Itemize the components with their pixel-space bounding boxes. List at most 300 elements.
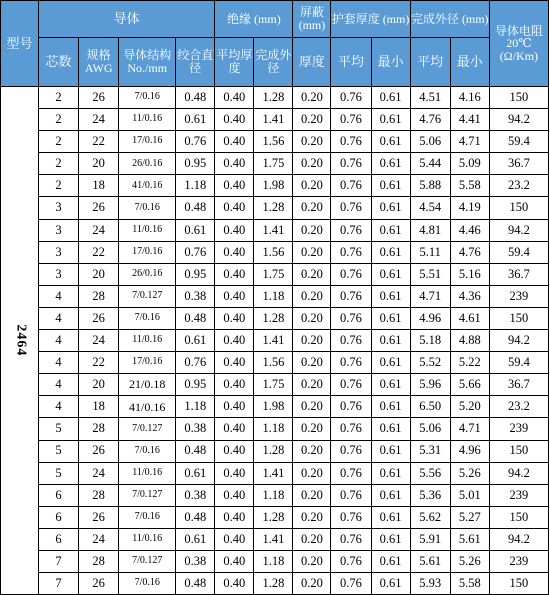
cell-od-avg: 5.11	[410, 241, 450, 263]
cell-jacket-avg: 0.76	[331, 352, 371, 374]
cell-insulation-od: 1.75	[254, 374, 293, 396]
cell-cores: 3	[39, 241, 79, 263]
table-row	[1, 219, 549, 241]
cell-shield-thickness: 0.20	[293, 506, 331, 528]
cell-awg: 26	[79, 440, 119, 462]
header-awg: 规格 AWG	[79, 38, 119, 87]
cell-insulation-avg: 0.40	[215, 263, 254, 285]
table-header	[1, 1, 549, 87]
cell-cores: 5	[39, 440, 79, 462]
table-body	[1, 87, 549, 595]
cell-structure: 7/0.16	[119, 307, 176, 329]
cell-shield-thickness: 0.20	[293, 175, 331, 197]
cell-structure: 7/0.127	[119, 418, 176, 440]
cell-insulation-avg: 0.40	[215, 241, 254, 263]
cell-jacket-avg: 0.76	[331, 175, 371, 197]
cell-insulation-od: 1.98	[254, 175, 293, 197]
cell-cores: 4	[39, 285, 79, 307]
header-insulation-avg: 平均厚度	[215, 38, 254, 87]
cell-resistance: 23.2	[489, 396, 548, 418]
cell-resistance: 94.2	[489, 219, 548, 241]
cell-insulation-od: 1.28	[254, 573, 293, 595]
cell-od-min: 5.01	[450, 484, 489, 506]
cell-od-min: 5.58	[450, 573, 489, 595]
cell-od-avg: 5.52	[410, 352, 450, 374]
cell-cores: 7	[39, 573, 79, 595]
cell-awg: 20	[79, 153, 119, 175]
cell-insulation-avg: 0.40	[215, 330, 254, 352]
cell-od-min: 4.41	[450, 109, 489, 131]
cell-resistance: 23.2	[489, 175, 548, 197]
cell-structure: 7/0.127	[119, 550, 176, 572]
cell-insulation-avg: 0.40	[215, 506, 254, 528]
header-shield: 屏蔽 (mm)	[293, 1, 331, 38]
cell-resistance: 239	[489, 484, 548, 506]
cell-od-avg: 5.62	[410, 506, 450, 528]
cell-od-avg: 4.54	[410, 197, 450, 219]
cell-cores: 6	[39, 528, 79, 550]
cell-jacket-min: 0.61	[371, 440, 410, 462]
cell-strand-diameter: 0.48	[176, 197, 215, 219]
cell-shield-thickness: 0.20	[293, 440, 331, 462]
cell-jacket-avg: 0.76	[331, 153, 371, 175]
cell-insulation-od: 1.41	[254, 219, 293, 241]
cell-cores: 4	[39, 396, 79, 418]
cell-insulation-avg: 0.40	[215, 440, 254, 462]
cell-jacket-avg: 0.76	[331, 506, 371, 528]
cell-od-min: 5.16	[450, 263, 489, 285]
cell-structure: 11/0.16	[119, 330, 176, 352]
cell-cores: 4	[39, 307, 79, 329]
cell-od-min: 5.22	[450, 352, 489, 374]
cell-jacket-min: 0.61	[371, 285, 410, 307]
cell-structure: 7/0.16	[119, 197, 176, 219]
cell-cores: 3	[39, 197, 79, 219]
cell-strand-diameter: 0.76	[176, 241, 215, 263]
cell-strand-diameter: 0.95	[176, 153, 215, 175]
cell-cores: 2	[39, 131, 79, 153]
cell-insulation-od: 1.75	[254, 153, 293, 175]
cell-structure: 11/0.16	[119, 219, 176, 241]
cell-cores: 2	[39, 153, 79, 175]
table-row	[1, 528, 549, 550]
cell-jacket-avg: 0.76	[331, 462, 371, 484]
cell-od-avg: 4.76	[410, 109, 450, 131]
header-od-avg: 平均	[410, 38, 450, 87]
cell-awg: 24	[79, 462, 119, 484]
cell-insulation-avg: 0.40	[215, 418, 254, 440]
cell-jacket-min: 0.61	[371, 307, 410, 329]
cell-shield-thickness: 0.20	[293, 241, 331, 263]
cell-awg: 20	[79, 263, 119, 285]
cell-od-avg: 5.61	[410, 550, 450, 572]
cell-jacket-min: 0.61	[371, 418, 410, 440]
cell-jacket-avg: 0.76	[331, 263, 371, 285]
cell-insulation-avg: 0.40	[215, 197, 254, 219]
header-jacket-avg: 平均	[331, 38, 371, 87]
cell-jacket-min: 0.61	[371, 352, 410, 374]
cell-strand-diameter: 0.61	[176, 462, 215, 484]
header-cores: 芯数	[39, 38, 79, 87]
cell-cores: 4	[39, 330, 79, 352]
cell-awg: 18	[79, 175, 119, 197]
cell-awg: 26	[79, 307, 119, 329]
cell-od-avg: 4.96	[410, 307, 450, 329]
cell-strand-diameter: 0.38	[176, 484, 215, 506]
cell-od-min: 4.88	[450, 330, 489, 352]
table-row	[1, 550, 549, 572]
cell-shield-thickness: 0.20	[293, 87, 331, 109]
cell-awg: 18	[79, 396, 119, 418]
table-row	[1, 263, 549, 285]
cell-cores: 4	[39, 352, 79, 374]
cell-od-min: 4.61	[450, 307, 489, 329]
cell-jacket-min: 0.61	[371, 87, 410, 109]
cell-od-min: 5.09	[450, 153, 489, 175]
cell-cores: 3	[39, 219, 79, 241]
cell-strand-diameter: 0.61	[176, 109, 215, 131]
cell-jacket-min: 0.61	[371, 263, 410, 285]
cell-insulation-od: 1.75	[254, 263, 293, 285]
cell-cores: 6	[39, 484, 79, 506]
cell-insulation-od: 1.28	[254, 307, 293, 329]
cell-shield-thickness: 0.20	[293, 197, 331, 219]
cell-jacket-avg: 0.76	[331, 330, 371, 352]
cell-strand-diameter: 0.61	[176, 528, 215, 550]
cell-jacket-avg: 0.76	[331, 197, 371, 219]
cell-structure: 7/0.16	[119, 87, 176, 109]
cell-resistance: 239	[489, 418, 548, 440]
cell-od-avg: 5.56	[410, 462, 450, 484]
cell-resistance: 150	[489, 440, 548, 462]
cell-jacket-min: 0.61	[371, 462, 410, 484]
header-conductor: 导体	[39, 1, 215, 38]
cell-insulation-od: 1.28	[254, 506, 293, 528]
cell-insulation-od: 1.18	[254, 550, 293, 572]
cell-jacket-min: 0.61	[371, 506, 410, 528]
cell-shield-thickness: 0.20	[293, 219, 331, 241]
cell-jacket-avg: 0.76	[331, 484, 371, 506]
cell-awg: 28	[79, 550, 119, 572]
cell-resistance: 150	[489, 506, 548, 528]
cell-insulation-avg: 0.40	[215, 131, 254, 153]
cell-resistance: 94.2	[489, 330, 548, 352]
cell-jacket-min: 0.61	[371, 153, 410, 175]
cell-cores: 4	[39, 374, 79, 396]
table-row	[1, 374, 549, 396]
cell-shield-thickness: 0.20	[293, 528, 331, 550]
cell-structure: 7/0.16	[119, 440, 176, 462]
cell-strand-diameter: 0.76	[176, 352, 215, 374]
cell-resistance: 36.7	[489, 263, 548, 285]
cell-resistance: 94.2	[489, 109, 548, 131]
table-row	[1, 109, 549, 131]
cell-awg: 26	[79, 197, 119, 219]
cell-jacket-avg: 0.76	[331, 396, 371, 418]
cell-jacket-min: 0.61	[371, 573, 410, 595]
cell-resistance: 59.4	[489, 352, 548, 374]
cell-od-avg: 5.96	[410, 374, 450, 396]
table-row	[1, 352, 549, 374]
cell-od-min: 5.20	[450, 396, 489, 418]
cell-od-avg: 5.93	[410, 573, 450, 595]
cell-awg: 22	[79, 352, 119, 374]
header-finished-od: 完成外径 (mm)	[410, 1, 489, 38]
cell-od-avg: 4.71	[410, 285, 450, 307]
cell-shield-thickness: 0.20	[293, 307, 331, 329]
cell-strand-diameter: 0.38	[176, 418, 215, 440]
cell-strand-diameter: 0.95	[176, 374, 215, 396]
table-row	[1, 330, 549, 352]
cell-od-min: 5.27	[450, 506, 489, 528]
cell-cores: 3	[39, 263, 79, 285]
cell-jacket-min: 0.61	[371, 528, 410, 550]
cell-structure: 7/0.127	[119, 484, 176, 506]
cell-resistance: 239	[489, 550, 548, 572]
model-number: 2464	[12, 324, 28, 357]
cell-strand-diameter: 0.48	[176, 440, 215, 462]
header-structure: 导体结构 No./mm	[119, 38, 176, 87]
cell-strand-diameter: 0.38	[176, 550, 215, 572]
cell-insulation-avg: 0.40	[215, 87, 254, 109]
cell-od-avg: 5.88	[410, 175, 450, 197]
cell-jacket-min: 0.61	[371, 219, 410, 241]
cell-insulation-od: 1.28	[254, 440, 293, 462]
header-insulation: 绝缘 (mm)	[215, 1, 293, 38]
cell-cores: 5	[39, 462, 79, 484]
header-jacket-thickness: 护套厚度 (mm)	[331, 1, 410, 38]
cell-awg: 28	[79, 285, 119, 307]
cell-jacket-min: 0.61	[371, 175, 410, 197]
cell-insulation-avg: 0.40	[215, 396, 254, 418]
cell-shield-thickness: 0.20	[293, 153, 331, 175]
cell-od-min: 4.71	[450, 418, 489, 440]
cell-insulation-od: 1.41	[254, 109, 293, 131]
cell-resistance: 94.2	[489, 462, 548, 484]
cell-od-avg: 5.06	[410, 418, 450, 440]
cell-od-avg: 5.91	[410, 528, 450, 550]
cell-resistance: 36.7	[489, 153, 548, 175]
cell-resistance: 150	[489, 573, 548, 595]
cell-insulation-avg: 0.40	[215, 219, 254, 241]
model-cell	[1, 87, 39, 595]
header-insulation-od: 完成外径	[254, 38, 293, 87]
cell-awg: 24	[79, 528, 119, 550]
cell-od-avg: 5.51	[410, 263, 450, 285]
cell-structure: 21/0.18	[119, 374, 176, 396]
cell-shield-thickness: 0.20	[293, 109, 331, 131]
cell-od-avg: 5.18	[410, 330, 450, 352]
header-model: 型号	[1, 1, 39, 87]
cell-jacket-min: 0.61	[371, 241, 410, 263]
cell-shield-thickness: 0.20	[293, 462, 331, 484]
cell-od-avg: 5.31	[410, 440, 450, 462]
cell-insulation-od: 1.56	[254, 241, 293, 263]
cell-jacket-avg: 0.76	[331, 109, 371, 131]
table-row	[1, 396, 549, 418]
cell-resistance: 150	[489, 197, 548, 219]
cell-jacket-min: 0.61	[371, 374, 410, 396]
cell-resistance: 36.7	[489, 374, 548, 396]
cell-shield-thickness: 0.20	[293, 263, 331, 285]
cell-jacket-avg: 0.76	[331, 573, 371, 595]
cell-shield-thickness: 0.20	[293, 285, 331, 307]
cell-structure: 7/0.16	[119, 506, 176, 528]
cell-resistance: 59.4	[489, 131, 548, 153]
table-row	[1, 87, 549, 109]
cell-jacket-min: 0.61	[371, 396, 410, 418]
cell-strand-diameter: 0.95	[176, 263, 215, 285]
table-row	[1, 418, 549, 440]
cell-insulation-od: 1.18	[254, 285, 293, 307]
cell-shield-thickness: 0.20	[293, 418, 331, 440]
cell-od-min: 4.46	[450, 219, 489, 241]
cell-awg: 26	[79, 506, 119, 528]
cell-od-avg: 5.06	[410, 131, 450, 153]
cell-cores: 2	[39, 109, 79, 131]
cell-jacket-min: 0.61	[371, 330, 410, 352]
table-row	[1, 285, 549, 307]
cell-strand-diameter: 0.61	[176, 330, 215, 352]
cell-insulation-od: 1.41	[254, 528, 293, 550]
header-shield-thickness: 厚度	[293, 38, 331, 87]
table-row	[1, 241, 549, 263]
cell-awg: 26	[79, 87, 119, 109]
cell-structure: 11/0.16	[119, 528, 176, 550]
cell-od-avg: 4.81	[410, 219, 450, 241]
cell-structure: 7/0.16	[119, 573, 176, 595]
cell-shield-thickness: 0.20	[293, 550, 331, 572]
cell-jacket-avg: 0.76	[331, 418, 371, 440]
cell-structure: 26/0.16	[119, 263, 176, 285]
cell-cores: 7	[39, 550, 79, 572]
table-row	[1, 175, 549, 197]
cell-cores: 5	[39, 418, 79, 440]
cell-jacket-min: 0.61	[371, 550, 410, 572]
cell-insulation-od: 1.18	[254, 484, 293, 506]
cell-structure: 17/0.16	[119, 131, 176, 153]
cell-awg: 24	[79, 219, 119, 241]
cell-insulation-avg: 0.40	[215, 109, 254, 131]
cell-jacket-avg: 0.76	[331, 219, 371, 241]
cell-insulation-od: 1.28	[254, 87, 293, 109]
cell-jacket-avg: 0.76	[331, 285, 371, 307]
cell-insulation-avg: 0.40	[215, 484, 254, 506]
cell-cores: 2	[39, 87, 79, 109]
cell-od-avg: 4.51	[410, 87, 450, 109]
cell-awg: 22	[79, 131, 119, 153]
cell-jacket-avg: 0.76	[331, 87, 371, 109]
cell-cores: 6	[39, 506, 79, 528]
cell-structure: 7/0.127	[119, 285, 176, 307]
cell-od-min: 5.66	[450, 374, 489, 396]
cell-awg: 26	[79, 573, 119, 595]
cell-od-min: 5.58	[450, 175, 489, 197]
cell-resistance: 150	[489, 307, 548, 329]
cell-insulation-od: 1.56	[254, 131, 293, 153]
cell-insulation-avg: 0.40	[215, 528, 254, 550]
cell-awg: 22	[79, 241, 119, 263]
cell-insulation-avg: 0.40	[215, 153, 254, 175]
cell-jacket-avg: 0.76	[331, 528, 371, 550]
cell-insulation-avg: 0.40	[215, 550, 254, 572]
table-row	[1, 573, 549, 595]
cell-shield-thickness: 0.20	[293, 484, 331, 506]
cell-od-min: 4.36	[450, 285, 489, 307]
cell-jacket-min: 0.61	[371, 484, 410, 506]
cell-awg: 20	[79, 374, 119, 396]
cell-jacket-avg: 0.76	[331, 131, 371, 153]
cell-structure: 17/0.16	[119, 241, 176, 263]
cell-shield-thickness: 0.20	[293, 352, 331, 374]
cell-insulation-avg: 0.40	[215, 374, 254, 396]
cell-od-min: 4.96	[450, 440, 489, 462]
cell-od-avg: 5.36	[410, 484, 450, 506]
table-row	[1, 131, 549, 153]
cell-strand-diameter: 0.48	[176, 307, 215, 329]
cell-resistance: 239	[489, 285, 548, 307]
cell-strand-diameter: 1.18	[176, 396, 215, 418]
cell-strand-diameter: 0.48	[176, 506, 215, 528]
cell-shield-thickness: 0.20	[293, 131, 331, 153]
cell-awg: 28	[79, 418, 119, 440]
table-row	[1, 440, 549, 462]
header-strand-diameter: 绞合直径	[176, 38, 215, 87]
cell-structure: 11/0.16	[119, 462, 176, 484]
cell-jacket-avg: 0.76	[331, 440, 371, 462]
cell-jacket-min: 0.61	[371, 131, 410, 153]
cell-awg: 28	[79, 484, 119, 506]
cell-insulation-od: 1.41	[254, 462, 293, 484]
cell-insulation-avg: 0.40	[215, 307, 254, 329]
cell-od-min: 5.26	[450, 462, 489, 484]
table-row	[1, 506, 549, 528]
cell-jacket-min: 0.61	[371, 109, 410, 131]
cell-od-min: 4.19	[450, 197, 489, 219]
cell-strand-diameter: 0.48	[176, 87, 215, 109]
cell-insulation-od: 1.56	[254, 352, 293, 374]
cell-resistance: 150	[489, 87, 548, 109]
cell-insulation-avg: 0.40	[215, 352, 254, 374]
cell-jacket-avg: 0.76	[331, 550, 371, 572]
cell-resistance: 59.4	[489, 241, 548, 263]
cell-shield-thickness: 0.20	[293, 573, 331, 595]
cell-insulation-avg: 0.40	[215, 175, 254, 197]
cell-strand-diameter: 0.76	[176, 131, 215, 153]
cell-insulation-od: 1.28	[254, 197, 293, 219]
cell-shield-thickness: 0.20	[293, 330, 331, 352]
cell-structure: 11/0.16	[119, 109, 176, 131]
table-row	[1, 153, 549, 175]
cell-od-min: 5.26	[450, 550, 489, 572]
cell-strand-diameter: 0.38	[176, 285, 215, 307]
cell-insulation-avg: 0.40	[215, 462, 254, 484]
cell-shield-thickness: 0.20	[293, 374, 331, 396]
cell-insulation-avg: 0.40	[215, 573, 254, 595]
cell-insulation-od: 1.98	[254, 396, 293, 418]
cell-strand-diameter: 0.61	[176, 219, 215, 241]
cell-jacket-min: 0.61	[371, 197, 410, 219]
cell-jacket-avg: 0.76	[331, 307, 371, 329]
cell-od-min: 4.16	[450, 87, 489, 109]
cell-awg: 24	[79, 330, 119, 352]
cell-od-avg: 5.44	[410, 153, 450, 175]
cell-structure: 17/0.16	[119, 352, 176, 374]
cell-structure: 41/0.16	[119, 396, 176, 418]
cell-shield-thickness: 0.20	[293, 396, 331, 418]
cell-od-min: 4.71	[450, 131, 489, 153]
header-od-min: 最小	[450, 38, 489, 87]
